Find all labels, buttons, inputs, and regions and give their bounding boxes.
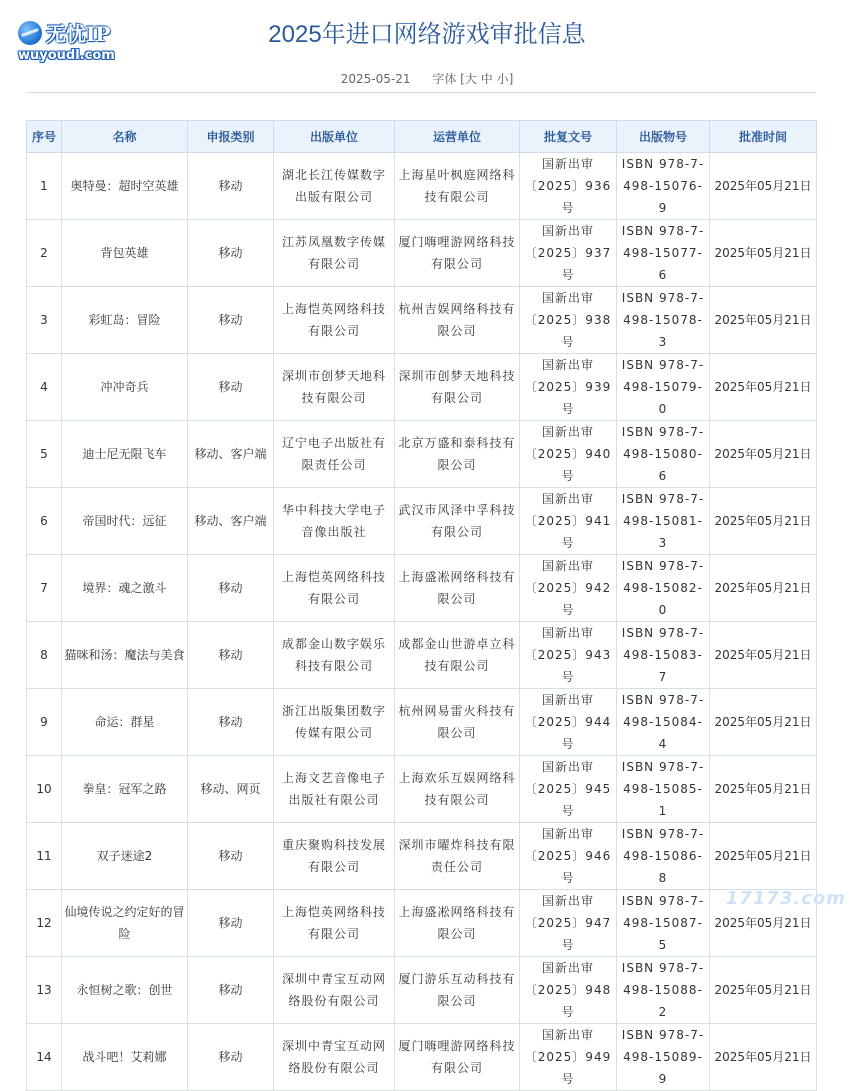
cell-category: 移动 <box>188 622 274 689</box>
cell-isbn: ISBN 978-7-498-15087-5 <box>617 890 710 957</box>
table-row <box>27 622 817 689</box>
font-size-large-button[interactable]: 大 <box>464 72 477 86</box>
cell-approval-number: 国新出审〔2025〕945号 <box>520 756 617 823</box>
cell-name: 战斗吧！艾莉娜 <box>62 1024 188 1091</box>
cell-publisher: 上海恺英网络科技有限公司 <box>274 890 395 957</box>
table-row <box>27 689 817 756</box>
cell-operator: 上海盛凇网络科技有限公司 <box>395 890 520 957</box>
table-body <box>27 153 817 1091</box>
table-row <box>27 957 817 1024</box>
font-size-controls: [大 中 小] <box>460 72 514 86</box>
cell-isbn: ISBN 978-7-498-15086-8 <box>617 823 710 890</box>
cell-isbn: ISBN 978-7-498-15085-1 <box>617 756 710 823</box>
cell-category: 移动 <box>188 153 274 220</box>
table-row <box>27 756 817 823</box>
cell-approval-number: 国新出审〔2025〕944号 <box>520 689 617 756</box>
cell-approval-number: 国新出审〔2025〕948号 <box>520 957 617 1024</box>
header-approval-number: 批复文号 <box>520 121 617 153</box>
logo-domain: wuyoudl.com <box>18 48 115 63</box>
cell-index: 2 <box>27 220 62 287</box>
cell-index: 11 <box>27 823 62 890</box>
cell-operator: 上海欢乐互娱网络科技有限公司 <box>395 756 520 823</box>
cell-approval-date: 2025年05月21日 <box>710 220 817 287</box>
cell-operator: 厦门游乐互动科技有限公司 <box>395 957 520 1024</box>
cell-publisher: 深圳中青宝互动网络股份有限公司 <box>274 957 395 1024</box>
cell-approval-date: 2025年05月21日 <box>710 756 817 823</box>
cell-approval-date: 2025年05月21日 <box>710 287 817 354</box>
cell-category: 移动 <box>188 890 274 957</box>
cell-approval-number: 国新出审〔2025〕940号 <box>520 421 617 488</box>
cell-name: 冲冲奇兵 <box>62 354 188 421</box>
cell-approval-date: 2025年05月21日 <box>710 957 817 1024</box>
cell-operator: 深圳市创梦天地科技有限公司 <box>395 354 520 421</box>
cell-name: 仙境传说之约定好的冒险 <box>62 890 188 957</box>
cell-index: 6 <box>27 488 62 555</box>
cell-publisher: 上海恺英网络科技有限公司 <box>274 555 395 622</box>
cell-operator: 上海盛凇网络科技有限公司 <box>395 555 520 622</box>
cell-approval-number: 国新出审〔2025〕943号 <box>520 622 617 689</box>
font-size-small-button[interactable]: 小 <box>496 72 509 86</box>
cell-operator: 厦门嗨哩游网络科技有限公司 <box>395 220 520 287</box>
cell-index: 5 <box>27 421 62 488</box>
header-operator: 运营单位 <box>395 121 520 153</box>
cell-operator: 杭州吉娱网络科技有限公司 <box>395 287 520 354</box>
cell-isbn: ISBN 978-7-498-15080-6 <box>617 421 710 488</box>
cell-operator: 上海星叶枫庭网络科技有限公司 <box>395 153 520 220</box>
cell-operator: 杭州网易雷火科技有限公司 <box>395 689 520 756</box>
table-row <box>27 153 817 220</box>
table-row <box>27 823 817 890</box>
cell-index: 4 <box>27 354 62 421</box>
cell-category: 移动 <box>188 823 274 890</box>
header-approval-date: 批准时间 <box>710 121 817 153</box>
cell-operator: 武汉市风泽中孚科技有限公司 <box>395 488 520 555</box>
watermark: 17173.com <box>725 888 846 909</box>
cell-name: 背包英雄 <box>62 220 188 287</box>
cell-approval-number: 国新出审〔2025〕941号 <box>520 488 617 555</box>
table-row <box>27 488 817 555</box>
cell-approval-number: 国新出审〔2025〕939号 <box>520 354 617 421</box>
cell-category: 移动、网页 <box>188 756 274 823</box>
cell-isbn: ISBN 978-7-498-15078-3 <box>617 287 710 354</box>
cell-index: 12 <box>27 890 62 957</box>
cell-approval-number: 国新出审〔2025〕936号 <box>520 153 617 220</box>
cell-name: 境界：魂之激斗 <box>62 555 188 622</box>
cell-approval-date: 2025年05月21日 <box>710 488 817 555</box>
publish-date: 2025-05-21 <box>340 72 411 86</box>
cell-category: 移动、客户端 <box>188 421 274 488</box>
cell-approval-date: 2025年05月21日 <box>710 823 817 890</box>
cell-index: 13 <box>27 957 62 1024</box>
cell-publisher: 辽宁电子出版社有限责任公司 <box>274 421 395 488</box>
article-meta <box>0 70 854 87</box>
table-row <box>27 890 817 957</box>
cell-name: 拳皇：冠军之路 <box>62 756 188 823</box>
cell-publisher: 湖北长江传媒数字出版有限公司 <box>274 153 395 220</box>
cell-isbn: ISBN 978-7-498-15079-0 <box>617 354 710 421</box>
header-category: 申报类别 <box>188 121 274 153</box>
cell-category: 移动 <box>188 689 274 756</box>
divider <box>26 92 816 93</box>
cell-isbn: ISBN 978-7-498-15088-2 <box>617 957 710 1024</box>
header-index: 序号 <box>27 121 62 153</box>
cell-index: 9 <box>27 689 62 756</box>
cell-approval-number: 国新出审〔2025〕937号 <box>520 220 617 287</box>
cell-operator: 北京万盛和泰科技有限公司 <box>395 421 520 488</box>
cell-isbn: ISBN 978-7-498-15077-6 <box>617 220 710 287</box>
cell-isbn: ISBN 978-7-498-15082-0 <box>617 555 710 622</box>
cell-name: 彩虹岛：冒险 <box>62 287 188 354</box>
cell-approval-date: 2025年05月21日 <box>710 890 817 957</box>
cell-category: 移动 <box>188 1024 274 1091</box>
cell-operator: 厦门嗨哩游网络科技有限公司 <box>395 1024 520 1091</box>
cell-name: 猫咪和汤：魔法与美食 <box>62 622 188 689</box>
cell-name: 命运：群星 <box>62 689 188 756</box>
cell-category: 移动 <box>188 555 274 622</box>
cell-isbn: ISBN 978-7-498-15076-9 <box>617 153 710 220</box>
table-row <box>27 220 817 287</box>
cell-isbn: ISBN 978-7-498-15084-4 <box>617 689 710 756</box>
cell-name: 奥特曼：超时空英雄 <box>62 153 188 220</box>
header-name: 名称 <box>62 121 188 153</box>
cell-approval-date: 2025年05月21日 <box>710 421 817 488</box>
cell-category: 移动 <box>188 287 274 354</box>
cell-index: 1 <box>27 153 62 220</box>
cell-approval-number: 国新出审〔2025〕946号 <box>520 823 617 890</box>
table-row <box>27 287 817 354</box>
cell-index: 14 <box>27 1024 62 1091</box>
font-size-label: 字体 <box>432 72 457 86</box>
cell-index: 3 <box>27 287 62 354</box>
cell-operator: 深圳市曜炸科技有限责任公司 <box>395 823 520 890</box>
cell-publisher: 深圳中青宝互动网络股份有限公司 <box>274 1024 395 1091</box>
cell-approval-date: 2025年05月21日 <box>710 622 817 689</box>
cell-approval-date: 2025年05月21日 <box>710 1024 817 1091</box>
cell-approval-date: 2025年05月21日 <box>710 153 817 220</box>
cell-index: 7 <box>27 555 62 622</box>
cell-approval-number: 国新出审〔2025〕938号 <box>520 287 617 354</box>
cell-publisher: 成都金山数字娱乐科技有限公司 <box>274 622 395 689</box>
cell-approval-date: 2025年05月21日 <box>710 555 817 622</box>
cell-name: 迪士尼无限飞车 <box>62 421 188 488</box>
cell-name: 帝国时代：远征 <box>62 488 188 555</box>
cell-publisher: 浙江出版集团数字传媒有限公司 <box>274 689 395 756</box>
cell-category: 移动、客户端 <box>188 488 274 555</box>
table-row <box>27 555 817 622</box>
cell-category: 移动 <box>188 957 274 1024</box>
cell-category: 移动 <box>188 220 274 287</box>
approval-table <box>26 120 817 1091</box>
cell-category: 移动 <box>188 354 274 421</box>
font-size-medium-button[interactable]: 中 <box>480 72 493 86</box>
logo-name: 无忧IP <box>46 22 111 46</box>
cell-name: 双子迷途2 <box>62 823 188 890</box>
page-title: 2025年进口网络游戏审批信息 <box>268 21 586 48</box>
cell-approval-number: 国新出审〔2025〕947号 <box>520 890 617 957</box>
header-publisher: 出版单位 <box>274 121 395 153</box>
cell-approval-date: 2025年05月21日 <box>710 689 817 756</box>
cell-approval-number: 国新出审〔2025〕942号 <box>520 555 617 622</box>
cell-isbn: ISBN 978-7-498-15081-3 <box>617 488 710 555</box>
cell-publisher: 上海文艺音像电子出版社有限公司 <box>274 756 395 823</box>
cell-operator: 成都金山世游卓立科技有限公司 <box>395 622 520 689</box>
cell-approval-date: 2025年05月21日 <box>710 354 817 421</box>
cell-publisher: 重庆聚购科技发展有限公司 <box>274 823 395 890</box>
cell-approval-number: 国新出审〔2025〕949号 <box>520 1024 617 1091</box>
cell-publisher: 上海恺英网络科技有限公司 <box>274 287 395 354</box>
header-isbn: 出版物号 <box>617 121 710 153</box>
table-row <box>27 354 817 421</box>
table-header-row <box>27 121 817 153</box>
cell-index: 8 <box>27 622 62 689</box>
table-row <box>27 421 817 488</box>
cell-isbn: ISBN 978-7-498-15083-7 <box>617 622 710 689</box>
cell-index: 10 <box>27 756 62 823</box>
cell-name: 永恒树之歌：创世 <box>62 957 188 1024</box>
cell-publisher: 江苏凤凰数字传媒有限公司 <box>274 220 395 287</box>
cell-isbn: ISBN 978-7-498-15089-9 <box>617 1024 710 1091</box>
table-row <box>27 1024 817 1091</box>
cell-publisher: 华中科技大学电子音像出版社 <box>274 488 395 555</box>
cell-publisher: 深圳市创梦天地科技有限公司 <box>274 354 395 421</box>
